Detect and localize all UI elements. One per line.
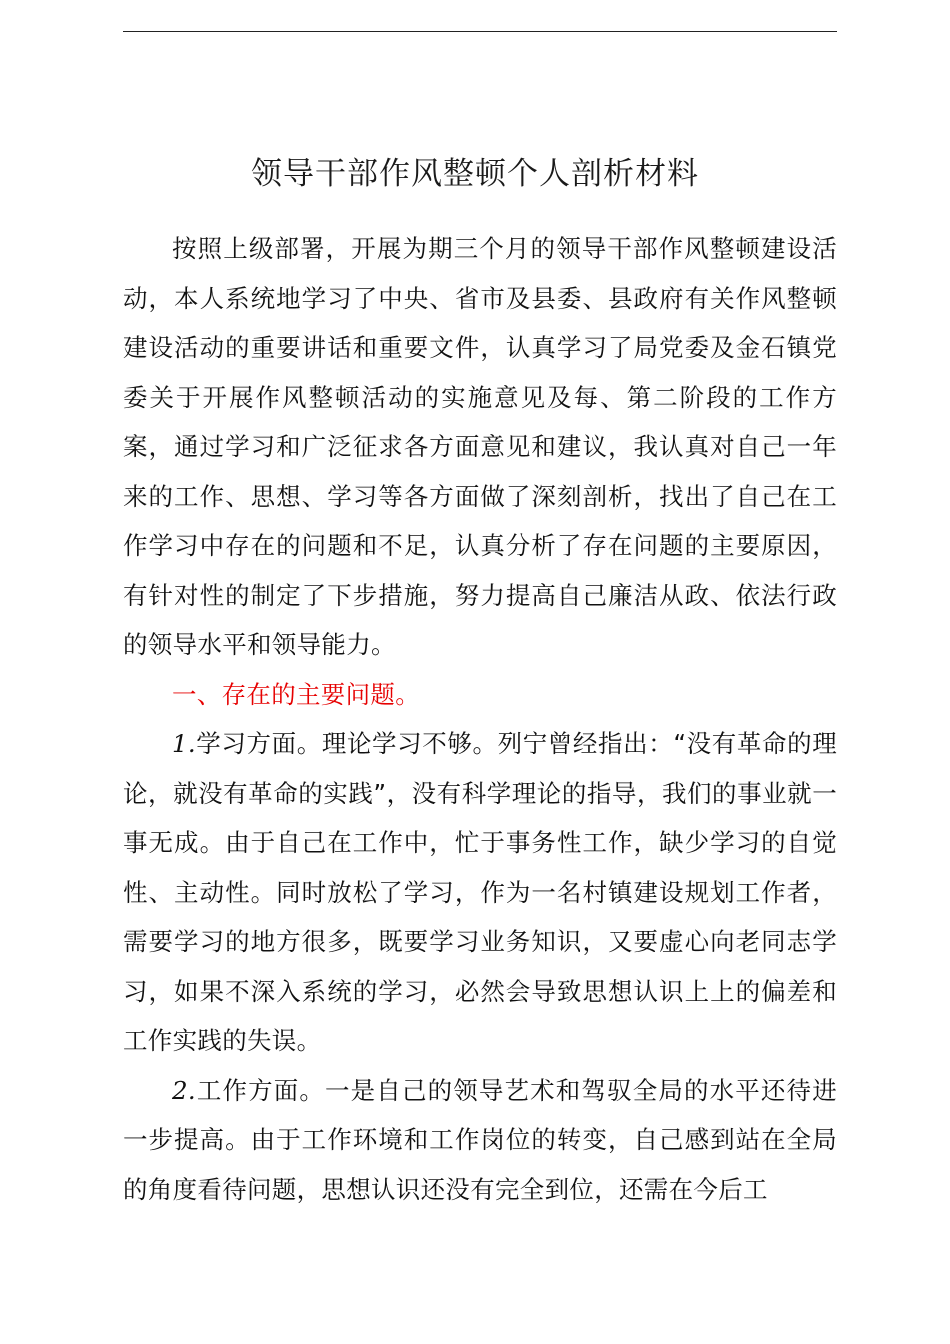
document-body <box>123 224 837 1214</box>
item-number: 1. <box>172 729 196 758</box>
item-paragraph-study <box>123 719 837 1066</box>
document-title: 领导干部作风整顿个人剖析材料 <box>251 156 699 192</box>
item-paragraph-work <box>123 1066 837 1215</box>
item-number: 2. <box>172 1075 196 1105</box>
item-text: 学习方面。理论学习不够。列宁曾经指出：“没有革命的理论，就没有革命的实践”，没有科学理论的指导，我们的事业就一事无成。由于自己在工作中，忙于事务性工作，缺少学习的自觉性、主动性。同时放松了学习，作为一名村镇建设规划工作者，需要学习的地方很多，既要学习业务知识，又要虚心向老同志学习，如果不深入系统的学习，必然会导致思想认识上上的偏差和工作实践的失误。 <box>123 729 837 1055</box>
item-text: 工作方面。一是自己的领导艺术和驾驭全局的水平还待进一步提高。由于工作环境和工作岗位的转变，自己感到站在全局的角度看待问题，思想认识还没有完全到位，还需在今后工 <box>123 1075 837 1204</box>
header-rule <box>123 31 837 32</box>
section-heading-problems: 一、存在的主要问题。 <box>172 679 420 709</box>
intro-paragraph: 按照上级部署，开展为期三个月的领导干部作风整顿建设活动，本人系统地学习了中央、省市及县委、县政府有关作风整顿建设活动的重要讲话和重要文件，认真学习了局党委及金石镇党委关于开展作风整顿活动的实施意见及每、第二阶段的工作方案，通过学习和广泛征求各方面意见和建议，我认真对自己一年来的工作、思想、学习等各方面做了深刻剖析，找出了自己在工作学习中存在的问题和不足，认真分析了存在问题的主要原因，有针对性的制定了下步措施，努力提高自己廉洁从政、依法行政的领导水平和领导能力。 <box>123 234 837 659</box>
